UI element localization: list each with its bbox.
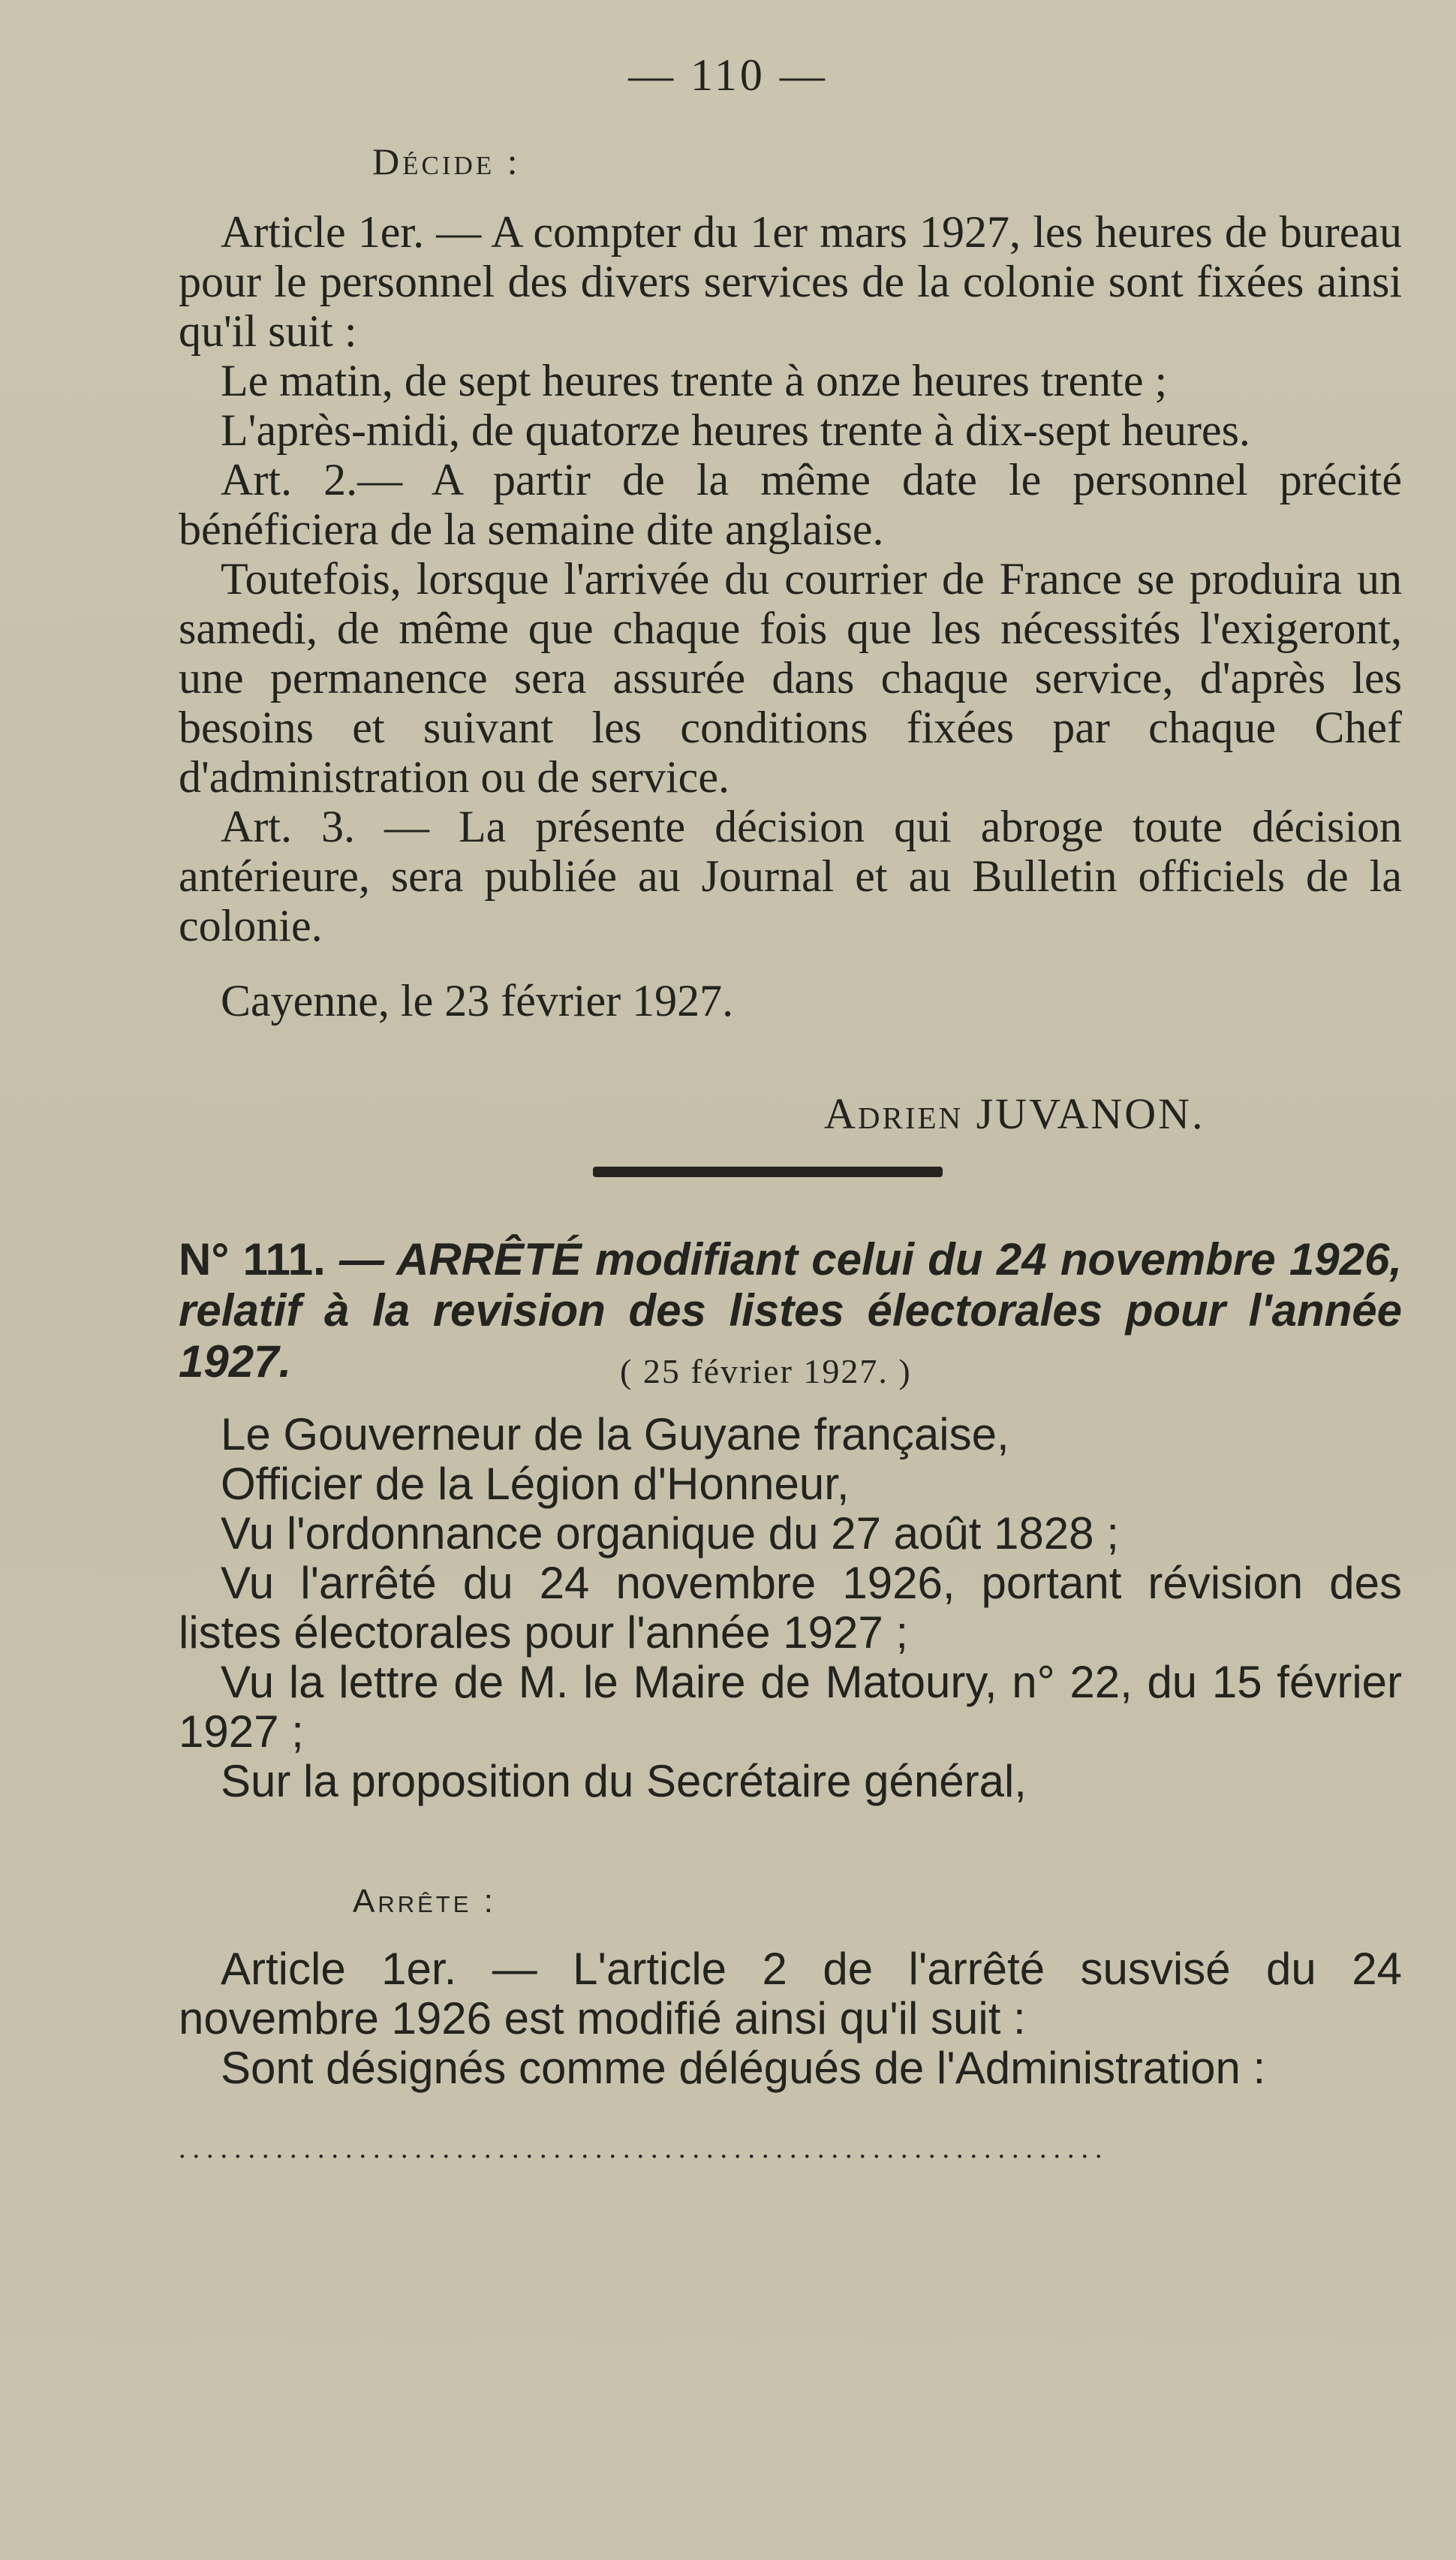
dotted-leader: ...................................................................	[179, 2133, 1109, 2164]
arrete-article-1: Article 1er. — L'article 2 de l'arrêté susvisé du 24 novembre 1926 est modifié ainsi qu'il suit :	[179, 1944, 1402, 2043]
considerant-1: Vu l'ordonnance organique du 27 août 1828 ;	[221, 1508, 1119, 1559]
governor-line: Le Gouverneur de la Guyane française,	[221, 1409, 1009, 1459]
arrete-title-text: — ARRÊTÉ modifiant celui du 24 novembre 1926, relatif à la revision des listes électorales pour l'année 1927.	[179, 1234, 1402, 1387]
proposition-line: Sur la proposition du Secrétaire général,	[221, 1756, 1027, 1806]
arrete-number: N° 111.	[179, 1234, 326, 1285]
decision-heading: Décide :	[372, 140, 521, 182]
considerant-3: Vu la lettre de M. le Maire de Matoury, n° 22, du 15 février 1927 ;	[179, 1657, 1402, 1757]
place-date: Cayenne, le 23 février 1927.	[221, 976, 734, 1026]
article-1: Article 1er. — A compter du 1er mars 1927, les heures de bureau pour le personnel des divers services de la colonie sont fixées ainsi qu'il suit :	[179, 207, 1402, 356]
decision-body	[179, 207, 1402, 1026]
morning-hours: Le matin, de sept heures trente à onze heures trente ;	[221, 356, 1168, 405]
signature: Adrien JUVANON.	[824, 1089, 1205, 1138]
article-2: Art. 2.— A partir de la même date le personnel précité bénéficiera de la semaine dite anglaise.	[179, 455, 1402, 554]
considerant-2: Vu l'arrêté du 24 novembre 1926, portant révision des listes électorales pour l'année 1927 ;	[179, 1558, 1402, 1658]
arrete-heading: Arrête :	[353, 1883, 496, 1920]
section-divider	[593, 1167, 943, 1177]
officer-line: Officier de la Légion d'Honneur,	[221, 1459, 850, 1509]
arrete-articles	[179, 1944, 1402, 2093]
article-3: Art. 3. — La présente décision qui abroge toute décision antérieure, sera publiée au Journal et au Bulletin officiels de la colonie.	[179, 802, 1402, 950]
page-number: — 110 —	[628, 50, 828, 100]
delegates-line: Sont désignés comme délégués de l'Administration :	[221, 2043, 1266, 2093]
afternoon-hours: L'après-midi, de quatorze heures trente à dix-sept heures.	[221, 405, 1250, 455]
article-2-continued: Toutefois, lorsque l'arrivée du courrier de France se produira un samedi, de même que chaque fois que les nécessités l'exigeront, une permanence sera assurée dans chaque service, d'après les besoins et suivant les conditions fixées par chaque Chef d'administration ou de service.	[179, 554, 1402, 802]
arrete-date: ( 25 février 1927. )	[620, 1352, 912, 1390]
arrete-body	[179, 1410, 1402, 1806]
